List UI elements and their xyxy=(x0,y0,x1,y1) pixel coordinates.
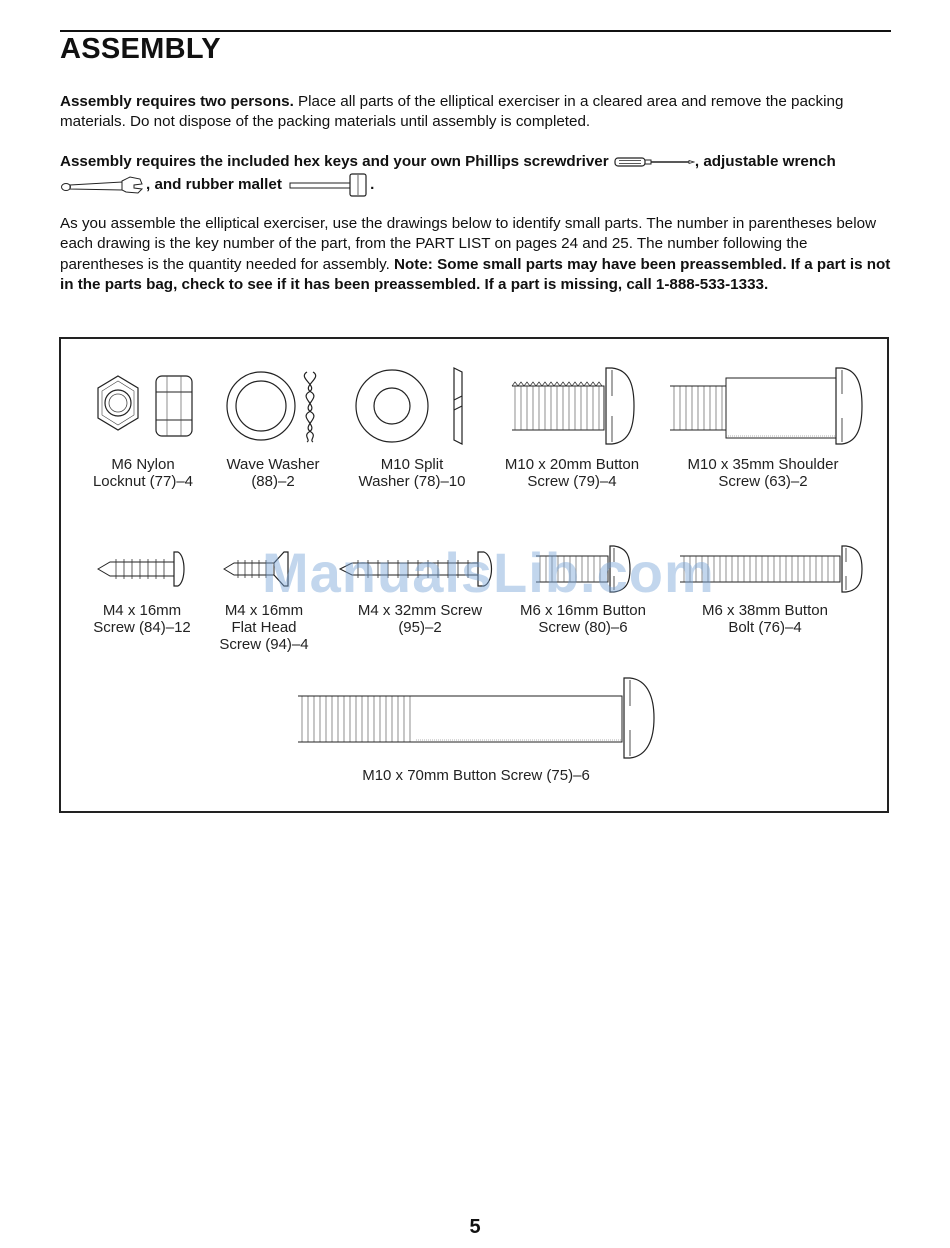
m10x70-screw-drawing xyxy=(296,676,660,760)
label-line: Screw (80)–6 xyxy=(538,619,628,636)
intro-bold: Assembly requires two persons. xyxy=(60,93,294,110)
label-line: M6 x 38mm Button xyxy=(702,602,828,619)
wave-washer-label xyxy=(208,456,338,490)
tools-text-1: Assembly requires the included hex keys and your own Phillips screwdriver xyxy=(60,153,609,170)
label-line: M4 x 32mm Screw xyxy=(357,602,483,619)
locknut-label xyxy=(78,456,208,490)
split-washer-label xyxy=(342,456,482,490)
intro-paragraph xyxy=(60,92,892,133)
m6x16-label xyxy=(504,602,662,636)
locknut-drawing xyxy=(92,370,202,442)
m4x16-label xyxy=(78,602,206,636)
label-line: M10 Split xyxy=(380,456,444,473)
page-number: 5 xyxy=(469,1216,481,1238)
m4x16-flat-label xyxy=(204,602,324,653)
label-line: M10 x 35mm Shoulder xyxy=(687,456,839,473)
tools-text-2: , adjustable wrench xyxy=(694,153,836,170)
label-line: Washer (78)–10 xyxy=(358,473,466,490)
m4x32-label xyxy=(340,602,500,636)
m10x35-label xyxy=(668,456,858,490)
label-line: Bolt (76)–4 xyxy=(728,619,802,636)
mallet-icon xyxy=(286,172,370,198)
label-line: M6 x 16mm Button xyxy=(520,602,646,619)
m4x16-screw-drawing xyxy=(96,548,188,590)
split-washer-drawing xyxy=(354,366,468,446)
identify-note: Note: Some small parts may have been preassembled. If a part is not in the parts bag, check to see if it has been preassembled. If a part is missing, call 1-888-533-1333. xyxy=(60,255,891,293)
label-line: Wave Washer xyxy=(226,456,320,473)
page-title: ASSEMBLY xyxy=(60,33,221,65)
label-line: M10 x 20mm Button xyxy=(504,456,640,473)
label-line: Screw (84)–12 xyxy=(93,619,191,636)
tools-paragraph xyxy=(60,152,892,198)
label-line: (95)–2 xyxy=(398,619,442,636)
top-rule xyxy=(60,30,891,32)
intro-text: Place all parts of the elliptical exerciser in a cleared area and remove the packing materials. Do not dispose of the packing materials until assembly is completed. xyxy=(60,93,844,131)
identify-paragraph xyxy=(60,214,892,295)
label-line: Screw (63)–2 xyxy=(718,473,808,490)
label-line: Flat Head xyxy=(231,619,297,636)
wrench-icon xyxy=(60,176,146,194)
m10x20-label xyxy=(488,456,656,490)
m10x70-label xyxy=(300,767,652,784)
m6x38-label xyxy=(680,602,850,636)
label-line: Screw (79)–4 xyxy=(527,473,617,490)
label-line: M10 x 70mm Button Screw (75)–6 xyxy=(362,767,590,784)
label-line: (88)–2 xyxy=(251,473,295,490)
label-line: Screw (94)–4 xyxy=(219,636,309,653)
label-line: M4 x 16mm xyxy=(224,602,304,619)
wave-washer-drawing xyxy=(225,368,325,444)
label-line: M4 x 16mm xyxy=(102,602,182,619)
identify-text: As you assemble the elliptical exerciser, use the drawings below to identify small parts. The number in parentheses below each drawing is the key number of the part, from the PART LIST on pages 24 and 25. The number following the parentheses is the quantity needed for assembly. xyxy=(60,215,877,273)
label-line: Locknut (77)–4 xyxy=(92,473,194,490)
m10x35-shoulder-screw-drawing xyxy=(668,366,868,446)
label-line: M6 Nylon xyxy=(111,456,175,473)
watermark: ManualsLib.com xyxy=(262,541,715,604)
tools-text-4: . xyxy=(370,176,375,194)
screwdriver-icon xyxy=(613,155,695,169)
tools-text-3: , and rubber mallet xyxy=(146,176,282,194)
m10x20-screw-drawing xyxy=(508,366,638,446)
